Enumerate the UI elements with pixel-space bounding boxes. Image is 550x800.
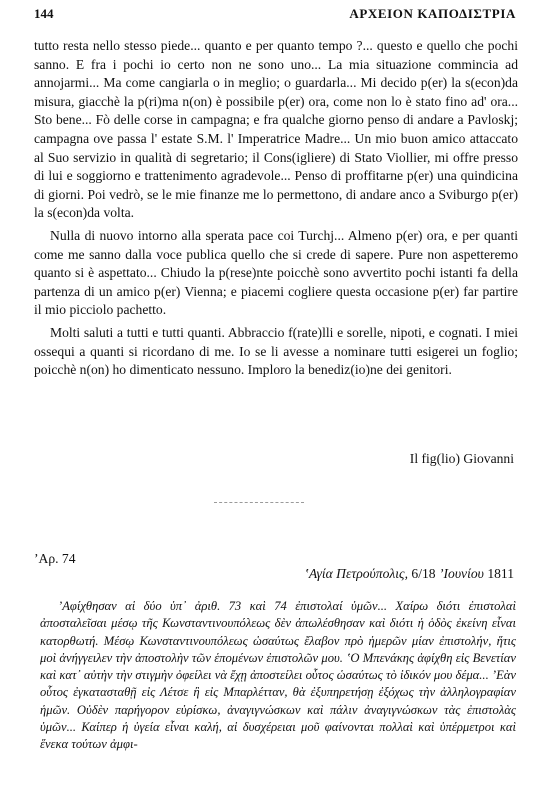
greek-paragraph: ʼΑφίχθησαν αἱ δύο ὑπ᾽ ἀριθ. 73 καὶ 74 ἐπιστολαί ὑμῶν... Χαίρω διότι ἐπιστολαὶ ἀποσταλεῖσαι μέσῳ τῆς Κωνσταντινουπόλεως δὲν ἀπωλέσθησαν καὶ διότι ἡ ὁδὸς ἐκείνη εἶναι κατορθωτή. Μέσῳ Κωνσταντινουπόλεως ὡσαύτως ἔλαβον πρὸ ἡμερῶν μίαν ἐπιστολήν, ἥτις μοὶ ἀνήγγειλεν τὴν ἀποστολὴν τῶν ἑπομένων ἐπιστολῶν μου. ʽΟ Μπενάκης ἀφίχθη εἰς Βενετίαν καὶ κατ᾽ αὐτὴν τὴν στιγμὴν ὀφείλει νὰ ἔχῃ ἀποστείλει οὗτος ὡσαύτως τὸ ἰδικόν μου δέμα... ʼΕὰν οὗτος ἐγκατασταθῇ εἰς Λέτσε ἢ εἰς Μπαρλέτταν, θὰ ἐξυπηρετήσῃ ἐξόχως τὴν ἀλληλογραφίαν ἡμῶν. Οὐδὲν παρήγορον εὑρίσκω, ἀναγιγνώσκων καὶ πάλιν ἀναγιγνώσκων τὰς ἐπιστολὰς ὑμῶν... Καίπερ ἡ ὑγεία εἶναι καλή, αἱ δυσχέρειαι μοῦ φαίνονται πολλαὶ καὶ ὑπέρμετροι καὶ ἕνεκα τούτων ἀμφι- bbox=[40, 599, 516, 752]
dateline-place: ʽΑγία Πετρούπολις, bbox=[304, 566, 408, 581]
paragraph-1: tutto resta nello stesso piede... quanto e per quanto tempo ?... questo e quello che pochi sanno. E fra i pochi io certo non ne sono uno... La mia situazione commincia ad annojarmi... Ma come cangiarla o in meglio; o guardarla... Mi decido p(er) la s(econ)da misura, giacchè la p(ri)ma n(on) è possibile p(er) ora, come non lo è stato fino ad' ora... Sto bene... Fò delle corse in campagna; e fra qualche giorno penso di andare a Pavloskj; campagna ove passa l' estate S.M. l' Imperatrice Madre... Un mio buon amico attaccato al Suo servizio in qualità di segretario; il Cons(igliere) di Stato Viollier, mi offre presso di lui e soggiorno e trattenimento agradevole... Penso di proffitarne p(er) una quindicina di giorni. Poi vedrò, se le mie finanze me lo permettono, di andare anco a Sviburgo p(er) la s(econ)da volta. bbox=[34, 38, 518, 221]
letter-dateline bbox=[304, 566, 514, 582]
section-divider bbox=[214, 502, 304, 503]
paragraph-2: Nulla di nuovo intorno alla sperata pace coi Turchj... Almeno p(er) ora, e per quanti come me sanno dalla voce publica quello che si crede di sapere. Pure non aspetteremo quanto si è aspettato... Chiudo la p(rese)nte poicchè sono avvertito pochi istanti fa della partenza di un amico p(er) Vienna; e piacemi cogliere questa occasione p(er) far partire il mio picciolo pachetto. bbox=[34, 227, 518, 318]
greek-letter-body bbox=[40, 598, 516, 754]
paragraph-3: Molti saluti a tutti e tutti quanti. Abbraccio f(rate)lli e sorelle, nipoti, e cognati. I miei ossequi a quanti si ricordano di me. Io se li avesse a nominare tutti esigerei un foglio; poicchè n(on) ho dimenticato nessuno. Imploro la benediz(io)ne dei genitori. bbox=[34, 324, 518, 378]
page-header bbox=[34, 6, 516, 26]
running-head: ΑΡΧΕΙΟΝ ΚΑΠΟΔΙΣΤΡΙΑ bbox=[349, 6, 516, 21]
page-number: 144 bbox=[34, 6, 54, 21]
letter-body bbox=[34, 37, 518, 380]
letter-number: ʼΑρ. 74 bbox=[34, 551, 76, 566]
dateline-year: 1811 bbox=[487, 566, 514, 581]
signature: Il fig(lio) Giovanni bbox=[409, 451, 514, 466]
dateline-month: ʼΙουνίου bbox=[438, 566, 484, 581]
dateline-date: 6/18 bbox=[411, 566, 436, 581]
